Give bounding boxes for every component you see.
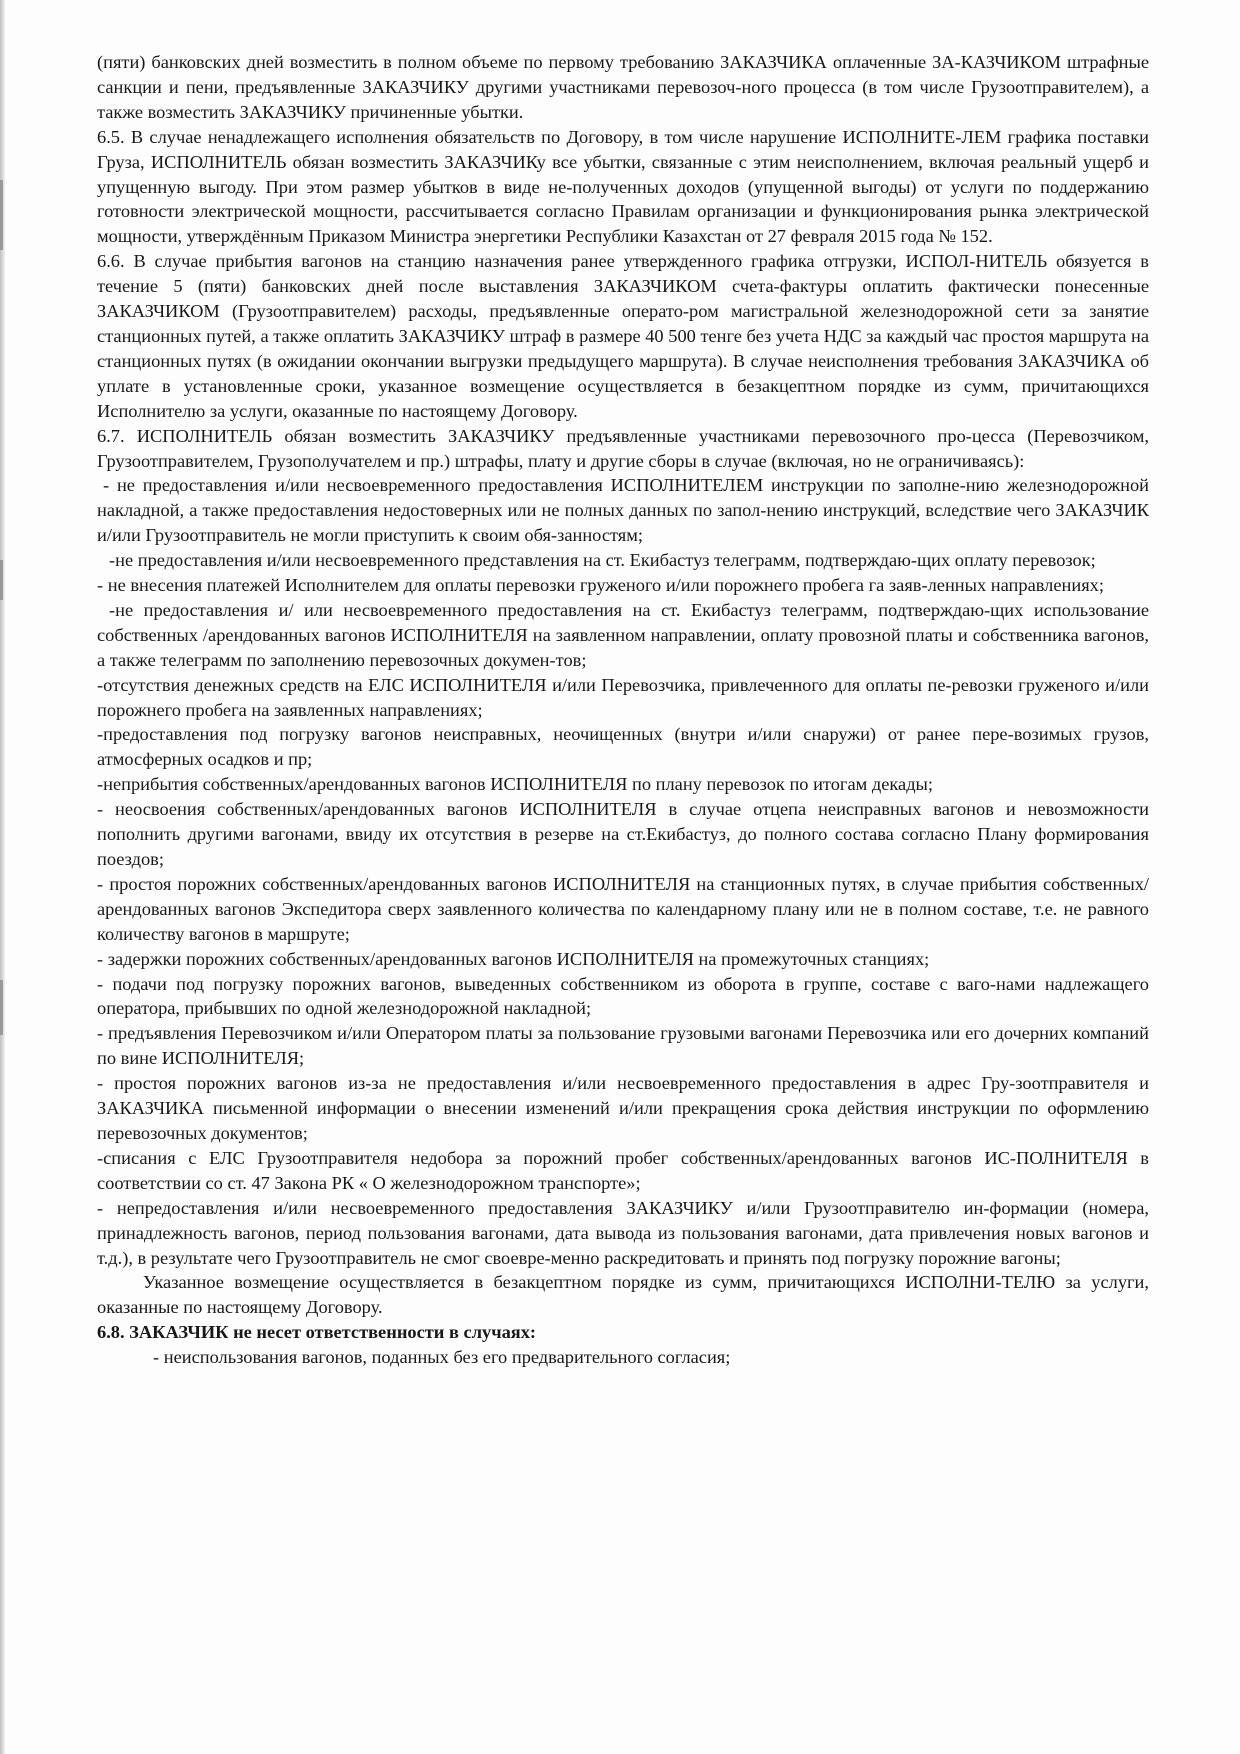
- list-item: - неосвоения собственных/арендованных вагонов ИСПОЛНИТЕЛЯ в случае отцепа неисправных вагонов и невозможности пополнить другими вагонами, ввиду их отсутствия в резерве на ст.Екибастуз, до полного состава согласно Плану формирования поездов;: [97, 799, 1149, 869]
- clause-6-5: 6.5. В случае ненадлежащего исполнения обязательств по Договору, в том числе нарушение ИСПОЛНИТЕ-ЛЕМ графика поставки Груза, ИСПОЛНИТЕЛЬ обязан возместить ЗАКАЗЧИКу все убытки, связанные с этим неисполнением, включая реальный ущерб и упущенную выгоду. При этом размер убытков в виде не-полученных доходов (упущенной выгоды) от услуги по поддержанию готовности электрической мощности, рассчитывается согласно Правилам организации и функционирования рынка электрической мощности, утверждённым Приказом Министра энергетики Республики Казахстан от 27 февраля 2015 года № 152.: [97, 126, 1149, 247]
- list-item: - непредоставления и/или несвоевременного предоставления ЗАКАЗЧИКУ и/или Грузоотправителю ин-формации (номера, принадлежность вагонов, период пользования вагонами, дата вывода из пользования вагонами, дата привлечения новых вагонов и т.д.), в результате чего Грузоотправитель не смог своевре-менно раскредитовать и принять под погрузку порожние вагоны;: [97, 1197, 1149, 1268]
- list-item: - неиспользования вагонов, поданных без его предварительного согласия;: [153, 1347, 731, 1368]
- clause-6-8-heading: 6.8. ЗАКАЗЧИК не несет ответственности в случаях:: [97, 1322, 537, 1343]
- clause-6-7: 6.7. ИСПОЛНИТЕЛЬ обязан возместить ЗАКАЗЧИКУ предъявленные участниками перевозочного про-цесса (Перевозчиком, Грузоотправителем, Грузополучателем и пр.) штрафы, плату и другие сборы в случае (включая, но не ограничиваясь):: [97, 425, 1149, 471]
- list-item: -не предоставления и/или несвоевременного представления на ст. Екибастуз телеграмм, подтверждаю-щих оплату перевозок;: [109, 550, 1096, 571]
- scan-mark: [0, 180, 3, 250]
- list-item: -не предоставления и/ или несвоевременного предоставления на ст. Екибастуз телеграмм, подтверждаю-щих использование собственных /арендованных вагонов ИСПОЛНИТЕЛЯ на заявленном направлении, оплату провозной платы и собственника вагонов, а также телеграмм по заполнению перевозочных докумен-тов;: [97, 599, 1149, 670]
- list-item: -отсутствия денежных средств на ЕЛС ИСПОЛНИТЕЛЯ и/или Перевозчика, привлеченного для оплаты пе-ревозки груженого и/или порожнего пробега на заявленных направлениях;: [97, 674, 1149, 720]
- list-item: - подачи под погрузку порожних вагонов, выведенных собственником из оборота в группе, составе с ваго-нами надлежащего оператора, прибывших по одной железнодорожной накладной;: [97, 973, 1149, 1019]
- list-item: - не предоставления и/или несвоевременного предоставления ИСПОЛНИТЕЛЕМ инструкции по заполне-нию железнодорожной накладной, а также предоставления недостоверных или не полных данных по запол-нению инструкций, вследствие чего ЗАКАЗЧИК и/или Грузоотправитель не могли приступить к своим обя-занностям;: [97, 475, 1149, 546]
- list-item: - простоя порожних собственных/арендованных вагонов ИСПОЛНИТЕЛЯ на станционных путях, в случае прибытия собственных/арендованных вагонов Экспедитора сверх заявленного количества по календарному плану или не в полном составе, т.е. не равного количеству вагонов в маршруте;: [97, 873, 1149, 944]
- list-item: - не внесения платежей Исполнителем для оплаты перевозки груженого и/или порожнего пробега га заяв-ленных направлениях;: [97, 575, 1104, 596]
- scan-mark: [0, 980, 3, 1035]
- reimbursement-note: Указанное возмещение осуществляется в безакцептном порядке из сумм, причитающихся ИСПОЛНИ-ТЕЛЮ за услуги, оказанные по настоящему Договору.: [97, 1272, 1149, 1318]
- clause-6-6: 6.6. В случае прибытия вагонов на станцию назначения ранее утвержденного графика отгрузки, ИСПОЛ-НИТЕЛЬ обязуется в течение 5 (пяти) банковских дней после выставления ЗАКАЗЧИКОМ счета-фактуры оплатить фактически понесенные ЗАКАЗЧИКОМ (Грузоотправителем) расходы, предъявленные операто-ром магистральной железнодорожной сети за занятие станционных путей, а также оплатить ЗАКАЗЧИКУ штраф в размере 40 500 тенге без учета НДС за каждый час простоя маршрута на станционных путях (в ожидании окончании выгрузки предыдущего маршрута). В случае неисполнения требования ЗАКАЗЧИКА об уплате в установленные сроки, указанное возмещение осуществляется в безакцептном порядке из сумм, причитающихся Исполнителю за услуги, оказанные по настоящему Договору.: [97, 251, 1149, 421]
- list-item: -предоставления под погрузку вагонов неисправных, неочищенных (внутри и/или снаружи) от ранее пере-возимых грузов, атмосферных осадков и пр;: [97, 724, 1149, 770]
- document-body: [97, 50, 1149, 1370]
- list-item: - задержки порожних собственных/арендованных вагонов ИСПОЛНИТЕЛЯ на промежуточных станциях;: [97, 948, 930, 969]
- scan-edge: [0, 0, 5, 1754]
- list-item: - предъявления Перевозчиком и/или Оператором платы за пользование грузовыми вагонами Перевозчика или его дочерних компаний по вине ИСПОЛНИТЕЛЯ;: [97, 1023, 1149, 1069]
- scan-mark: [0, 560, 3, 600]
- paragraph-continuation: (пяти) банковских дней возместить в полном объеме по первому требованию ЗАКАЗЧИКА оплаченные ЗА-КАЗЧИКОМ штрафные санкции и пени, предъявленные ЗАКАЗЧИКУ другими участниками перевозоч-ного процесса (в том числе Грузоотправителем), а также возместить ЗАКАЗЧИКУ причиненные убытки.: [97, 52, 1149, 122]
- list-item: - простоя порожних вагонов из-за не предоставления и/или несвоевременного предоставления в адрес Гру-зоотправителя и ЗАКАЗЧИКА письменной информации о внесении изменений и/или прекращения срока действия инструкции по оформлению перевозочных документов;: [97, 1073, 1149, 1143]
- list-item: -неприбытия собственных/арендованных вагонов ИСПОЛНИТЕЛЯ по плану перевозок по итогам декады;: [97, 774, 934, 795]
- list-item: -списания с ЕЛС Грузоотправителя недобора за порожний пробег собственных/арендованных вагонов ИС-ПОЛНИТЕЛЯ в соответствии со ст. 47 Закона РК « О железнодорожном транспорте»;: [97, 1147, 1149, 1193]
